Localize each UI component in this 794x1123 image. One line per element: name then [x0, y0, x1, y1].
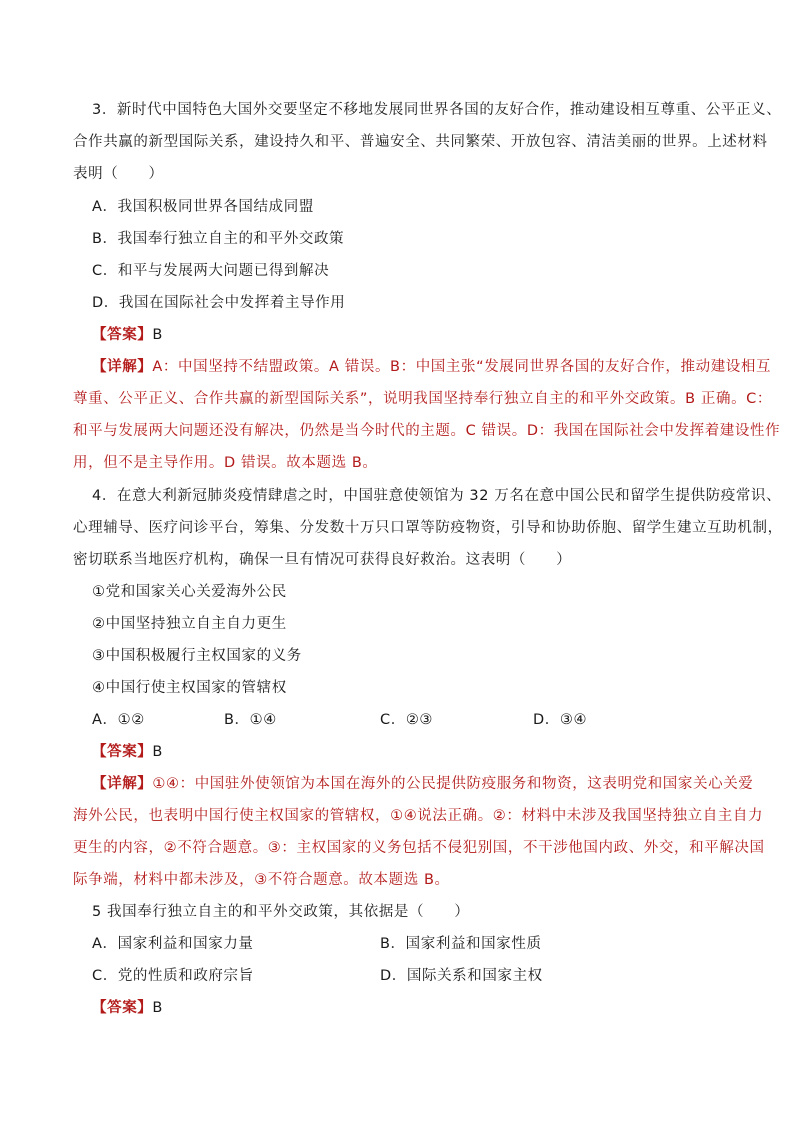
q3-stem-line-3: 表明（ ）: [73, 166, 164, 182]
q4-explanation-line-4: 际争端，材料中都未涉及，③不符合题意。故本题选 B。: [73, 872, 450, 888]
q5-answer-value: B: [152, 1000, 163, 1016]
q3-option-c: C．和平与发展两大问题已得到解决: [92, 263, 330, 279]
q3-stem-line-1: 3．新时代中国特色大国外交要坚定不移地发展同世界各国的友好合作，推动建设相互尊重、公平正义、: [92, 102, 782, 118]
q3-option-b: B．我国奉行独立自主的和平外交政策: [92, 231, 345, 247]
q4-item-1: ①党和国家关心关爱海外公民: [92, 584, 287, 600]
q4-explanation-text-1: ①④：中国驻外使领馆为本国在海外的公民提供防疫服务和物资，这表明党和国家关心关爱: [152, 776, 754, 792]
q3-explanation-line-1: [92, 357, 772, 377]
q5-option-b: B．国家利益和国家性质: [380, 936, 542, 952]
q5-answer-label: 【答案】: [92, 1000, 153, 1016]
q3-explanation-label: 【详解】: [92, 359, 153, 375]
q4-item-4: ④中国行使主权国家的管辖权: [92, 680, 287, 696]
q5-option-a: A．国家利益和国家力量: [92, 936, 254, 952]
q4-explanation-line-1: [92, 774, 752, 794]
q3-stem-line-2: 合作共赢的新型国际关系，建设持久和平、普遍安全、共同繁荣、开放包容、清洁美丽的世界。上述材料: [73, 134, 768, 150]
q3-explanation-line-3: 和平与发展两大问题还没有解决，仍然是当今时代的主题。C 错误。D：我国在国际社会中发挥着建设性作: [73, 423, 781, 439]
q5-answer: [92, 998, 752, 1018]
q4-answer-label: 【答案】: [92, 744, 153, 760]
q3-answer-value: B: [152, 327, 163, 343]
q3-option-d: D．我国在国际社会中发挥着主导作用: [92, 295, 346, 311]
q4-stem-line-1: 4．在意大利新冠肺炎疫情肆虐之时，中国驻意使领馆为 32 万名在意中国公民和留学生提供防疫常识、: [92, 488, 782, 504]
q4-answer-value: B: [152, 744, 163, 760]
q4-answer: [92, 742, 752, 762]
q4-stem-line-3: 密切联系当地医疗机构，确保一旦有情况可获得良好救治。这表明（ ）: [73, 552, 572, 568]
q4-stem-line-2: 心理辅导、医疗问诊平台，筹集、分发数十万只口罩等防疫物资，引导和协助侨胞、留学生建立互助机制，: [73, 520, 783, 536]
q4-option-b: B．①④: [224, 712, 277, 728]
q5-stem: 5 我国奉行独立自主的和平外交政策，其依据是（ ）: [92, 904, 470, 920]
q3-answer-label: 【答案】: [92, 327, 153, 343]
q5-option-c: C．党的性质和政府宗旨: [92, 968, 254, 984]
q4-option-d: D．③④: [533, 712, 588, 728]
q3-answer: [92, 325, 752, 345]
q3-explanation-line-4: 用，但不是主导作用。D 错误。故本题选 B。: [73, 455, 378, 471]
q4-explanation-label: 【详解】: [92, 776, 153, 792]
q3-explanation-line-2: 尊重、公平正义、合作共赢的新型国际关系”，说明我国坚持奉行独立自主的和平外交政策。B 正确。C：: [73, 391, 772, 407]
q3-explanation-text-1: A：中国坚持不结盟政策。A 错误。B：中国主张“发展同世界各国的友好合作，推动建设相互: [152, 359, 772, 375]
q4-item-2: ②中国坚持独立自主自力更生: [92, 616, 287, 632]
q5-option-d: D．国际关系和国家主权: [380, 968, 543, 984]
q4-option-c: C．②③: [380, 712, 434, 728]
q4-item-3: ③中国积极履行主权国家的义务: [92, 648, 302, 664]
q4-option-a: A．①②: [92, 712, 145, 728]
q4-explanation-line-3: 更生的内容，②不符合题意。③：主权国家的义务包括不侵犯别国，不干涉他国内政、外交，和平解决国: [73, 840, 765, 856]
q3-option-a: A．我国积极同世界各国结成同盟: [92, 199, 314, 215]
q4-explanation-line-2: 海外公民，也表明中国行使主权国家的管辖权，①④说法正确。②：材料中未涉及我国坚持独立自主自力: [73, 808, 764, 824]
